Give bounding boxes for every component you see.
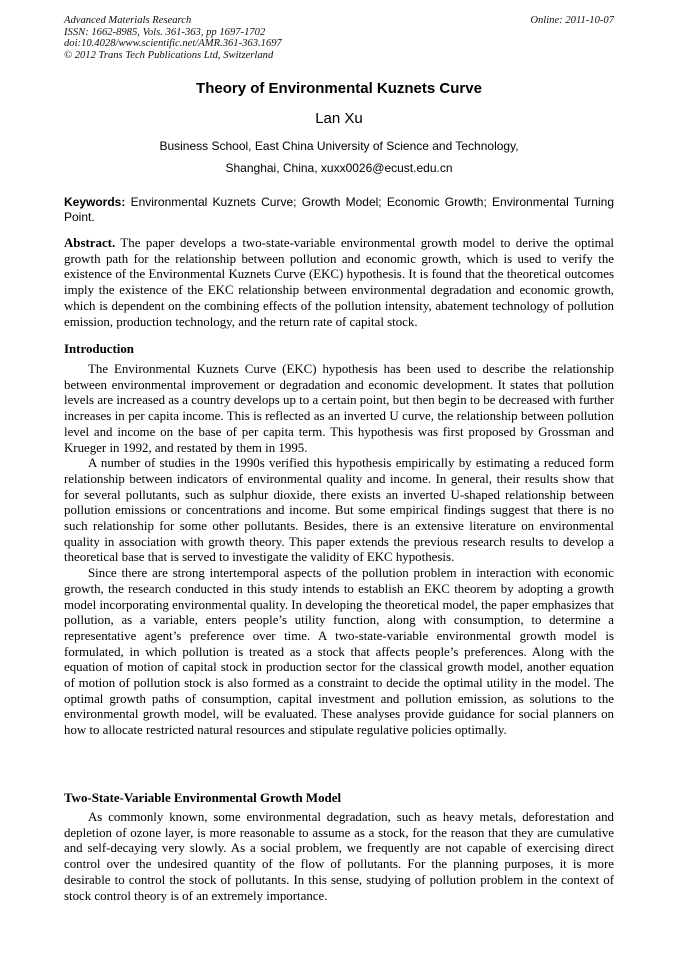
keywords xyxy=(64,195,614,225)
issn-line: ISSN: 1662-8985, Vols. 361-363, pp 1697-1702 xyxy=(64,26,266,38)
section-introduction xyxy=(64,362,614,739)
affiliation-line-1: Business School, East China University of Science and Technology, xyxy=(159,139,519,153)
paragraph: A number of studies in the 1990s verified this hypothesis empirically by estimating a reduced form relationship between indicators of environmental quality and income. In general, their results show that for several pollutants, such as sulphur dioxide, there exists an inverted U-shaped relationship between pollution emissions or concentrations and income. But some empirical findings suggest that there is no such relationship for some other pollutants. Besides, there is an extensive literature on environmental quality in association with growth theory. This paper extends the previous research results to develop a theoretical base that is served to investigate the validity of EKC hypothesis. xyxy=(64,456,614,565)
copyright-line: © 2012 Trans Tech Publications Ltd, Switzerland xyxy=(64,49,274,61)
abstract-label: Abstract. xyxy=(64,236,116,250)
affiliation-line-2: Shanghai, China, xuxx0026@ecust.edu.cn xyxy=(225,161,453,175)
journal-name: Advanced Materials Research xyxy=(64,15,192,26)
paper-title: Theory of Environmental Kuznets Curve xyxy=(196,80,482,97)
paragraph: Since there are strong intertemporal aspects of the pollution problem in interaction with economic growth, the research conducted in this study intends to establish an EKC theorem by adopting a growth model incorporating environmental quality. In developing the theoretical model, the paper emphasizes that pollution, as a variable, enters people’s utility function, along with consumption, to determine a representative agent’s preference over time. A two-state-variable environmental growth model is formulated, in which pollution is treated as a stock that affects people’s preferences. Along with the equation of motion of capital stock in production sector for the classical growth model, another equation of motion of pollution stock is also formed as a constraint to decide the optimal utility in the model. The optimal growth paths of consumption, capital investment and pollution emission, as solutions to the environmental growth model, will be evaluated. These analyses provide guidance for social planners on how to allocate restricted natural resources and stipulate regulative policies optimally. xyxy=(64,566,614,738)
paragraph: As commonly known, some environmental degradation, such as heavy metals, deforestation and depletion of ozone layer, is more reasonable to assume as a stock, for the reason that they are cumulative and self-decaying very slowly. As a social problem, we frequently are not capable of exercising direct control over the undesired quantity of the flow of pollutants. For the planning purposes, it is more desirable to control the stock of pollutants. In this sense, studying of pollution problem in the context of stock control theory is of an extremely importance. xyxy=(64,810,614,903)
paragraph: The Environmental Kuznets Curve (EKC) hypothesis has been used to describe the relationship between environmental improvement or degradation and economic development. It states that pollution levels are increased as a country develops up to a certain point, but then begin to be decreased with further increases in per capita income. This is reflected as an inverted U curve, the relationship between pollution level and income on the base of per capita term. This hypothesis was first proposed by Grossman and Krueger in 1992, and restated by them in 1995. xyxy=(64,362,614,455)
author-name: Lan Xu xyxy=(315,110,363,127)
abstract-text: The paper develops a two-state-variable environmental growth model to derive the optimal growth path for the relationship between pollution and economic growth, which is used to verify the existence of the Environmental Kuznets Curve (EKC) hypothesis. It is found that the theoretical outcomes imply the existence of the EKC relationship between environmental degradation and economic growth, which is dependent on the combining effects of the pollution intensity, abatement technology of pollution emission, production technology, and the return rate of capital stock. xyxy=(64,236,614,329)
abstract xyxy=(64,236,614,330)
online-date: Online: 2011-10-07 xyxy=(530,15,614,26)
journal-header xyxy=(64,15,614,61)
section-growth-model xyxy=(64,810,614,904)
section-heading-introduction: Introduction xyxy=(64,342,134,356)
section-heading-growth-model: Two-State-Variable Environmental Growth Model xyxy=(64,791,342,805)
keywords-label: Keywords: xyxy=(64,195,126,209)
keywords-text: Environmental Kuznets Curve; Growth Model; Economic Growth; Environmental Turning Point. xyxy=(64,195,614,224)
doi-line[interactable]: doi:10.4028/www.scientific.net/AMR.361-363.1697 xyxy=(64,38,282,50)
